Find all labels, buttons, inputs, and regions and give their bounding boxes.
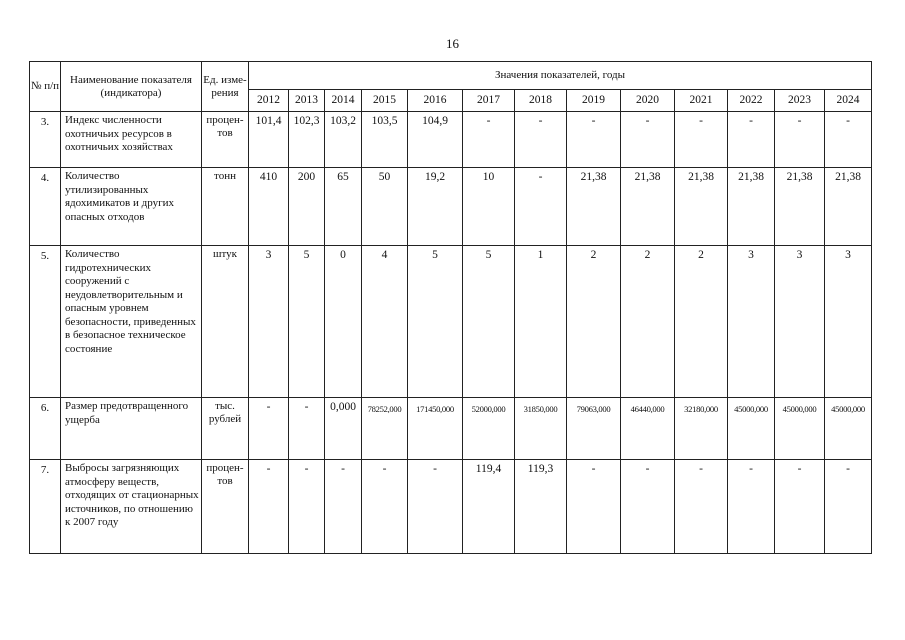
value-cell: 103,5 <box>362 112 408 168</box>
header-year: 2012 <box>249 90 289 112</box>
value-cell: - <box>289 460 325 554</box>
header-year: 2014 <box>325 90 362 112</box>
value-cell: 3 <box>728 246 775 398</box>
value-cell: 3 <box>249 246 289 398</box>
value-cell: 45000,000 <box>728 398 775 460</box>
header-year: 2015 <box>362 90 408 112</box>
value-cell: 45000,000 <box>775 398 825 460</box>
value-cell: 31850,000 <box>515 398 567 460</box>
indicators-table <box>29 61 872 554</box>
value-cell: 3 <box>775 246 825 398</box>
value-cell: 65 <box>325 168 362 246</box>
value-cell: 101,4 <box>249 112 289 168</box>
value-cell: 79063,000 <box>567 398 621 460</box>
value-cell: 21,38 <box>675 168 728 246</box>
value-cell: 1 <box>515 246 567 398</box>
value-cell: - <box>775 112 825 168</box>
value-cell: 103,2 <box>325 112 362 168</box>
value-cell: - <box>675 112 728 168</box>
value-cell: 119,4 <box>463 460 515 554</box>
header-year: 2019 <box>567 90 621 112</box>
value-cell: - <box>675 460 728 554</box>
indicator-name: Индекс численности охотничьих ресурсов в охотничьих хозяйствах <box>61 112 202 168</box>
unit-cell: тонн <box>202 168 249 246</box>
unit-cell: тыс. рублей <box>202 398 249 460</box>
header-year: 2017 <box>463 90 515 112</box>
value-cell: 50 <box>362 168 408 246</box>
value-cell: 2 <box>675 246 728 398</box>
value-cell: 52000,000 <box>463 398 515 460</box>
header-year: 2013 <box>289 90 325 112</box>
value-cell: 102,3 <box>289 112 325 168</box>
header-values-title: Значения показателей, годы <box>249 62 872 90</box>
row-number: 5. <box>30 246 61 398</box>
value-cell: 2 <box>621 246 675 398</box>
value-cell: 2 <box>567 246 621 398</box>
value-cell: - <box>728 460 775 554</box>
header-name: Наименование показателя (индикатора) <box>61 62 202 112</box>
value-cell: 200 <box>289 168 325 246</box>
header-year: 2021 <box>675 90 728 112</box>
value-cell: 171450,000 <box>408 398 463 460</box>
header-year: 2023 <box>775 90 825 112</box>
value-cell: - <box>325 460 362 554</box>
value-cell: - <box>567 112 621 168</box>
header-num: № п/п <box>30 62 61 112</box>
header-year: 2016 <box>408 90 463 112</box>
value-cell: - <box>408 460 463 554</box>
indicator-name: Количество утилизированных ядохимикатов и других опасных отходов <box>61 168 202 246</box>
value-cell: - <box>249 460 289 554</box>
value-cell: 4 <box>362 246 408 398</box>
value-cell: - <box>249 398 289 460</box>
unit-cell: процен-тов <box>202 112 249 168</box>
value-cell: 19,2 <box>408 168 463 246</box>
unit-cell: штук <box>202 246 249 398</box>
header-year: 2018 <box>515 90 567 112</box>
value-cell: 21,38 <box>825 168 872 246</box>
value-cell: 21,38 <box>567 168 621 246</box>
value-cell: 119,3 <box>515 460 567 554</box>
table-row <box>30 460 872 554</box>
value-cell: 78252,000 <box>362 398 408 460</box>
value-cell: - <box>825 112 872 168</box>
indicator-name: Размер предотвращенного ущерба <box>61 398 202 460</box>
value-cell: - <box>621 460 675 554</box>
value-cell: 10 <box>463 168 515 246</box>
unit-cell: процен-тов <box>202 460 249 554</box>
page-number: 16 <box>446 36 459 51</box>
header-unit: Ед. изме-рения <box>202 62 249 112</box>
value-cell: - <box>621 112 675 168</box>
value-cell: - <box>463 112 515 168</box>
value-cell: 32180,000 <box>675 398 728 460</box>
value-cell: 45000,000 <box>825 398 872 460</box>
header-year: 2024 <box>825 90 872 112</box>
value-cell: - <box>825 460 872 554</box>
indicator-name: Количество гидротехнических сооружений с неудовлетворительным и опасным уровнем безопасности, приведенных в безопасное техническое состояние <box>61 246 202 398</box>
value-cell: 410 <box>249 168 289 246</box>
value-cell: 104,9 <box>408 112 463 168</box>
header-year: 2020 <box>621 90 675 112</box>
row-number: 4. <box>30 168 61 246</box>
indicator-name: Выбросы загрязняющих атмосферу веществ, отходящих от стационарных источников, по отношению к 2007 году <box>61 460 202 554</box>
row-number: 7. <box>30 460 61 554</box>
value-cell: 5 <box>289 246 325 398</box>
value-cell: 0 <box>325 246 362 398</box>
header-year: 2022 <box>728 90 775 112</box>
table-row <box>30 398 872 460</box>
value-cell: - <box>515 112 567 168</box>
value-cell: 21,38 <box>621 168 675 246</box>
value-cell: 0,000 <box>325 398 362 460</box>
value-cell: - <box>775 460 825 554</box>
value-cell: 21,38 <box>775 168 825 246</box>
value-cell: 5 <box>408 246 463 398</box>
row-number: 3. <box>30 112 61 168</box>
value-cell: 3 <box>825 246 872 398</box>
value-cell: - <box>515 168 567 246</box>
value-cell: - <box>362 460 408 554</box>
value-cell: - <box>289 398 325 460</box>
value-cell: - <box>567 460 621 554</box>
value-cell: 5 <box>463 246 515 398</box>
table-row <box>30 168 872 246</box>
table-row <box>30 112 872 168</box>
value-cell: 21,38 <box>728 168 775 246</box>
value-cell: 46440,000 <box>621 398 675 460</box>
row-number: 6. <box>30 398 61 460</box>
table-row <box>30 246 872 398</box>
value-cell: - <box>728 112 775 168</box>
